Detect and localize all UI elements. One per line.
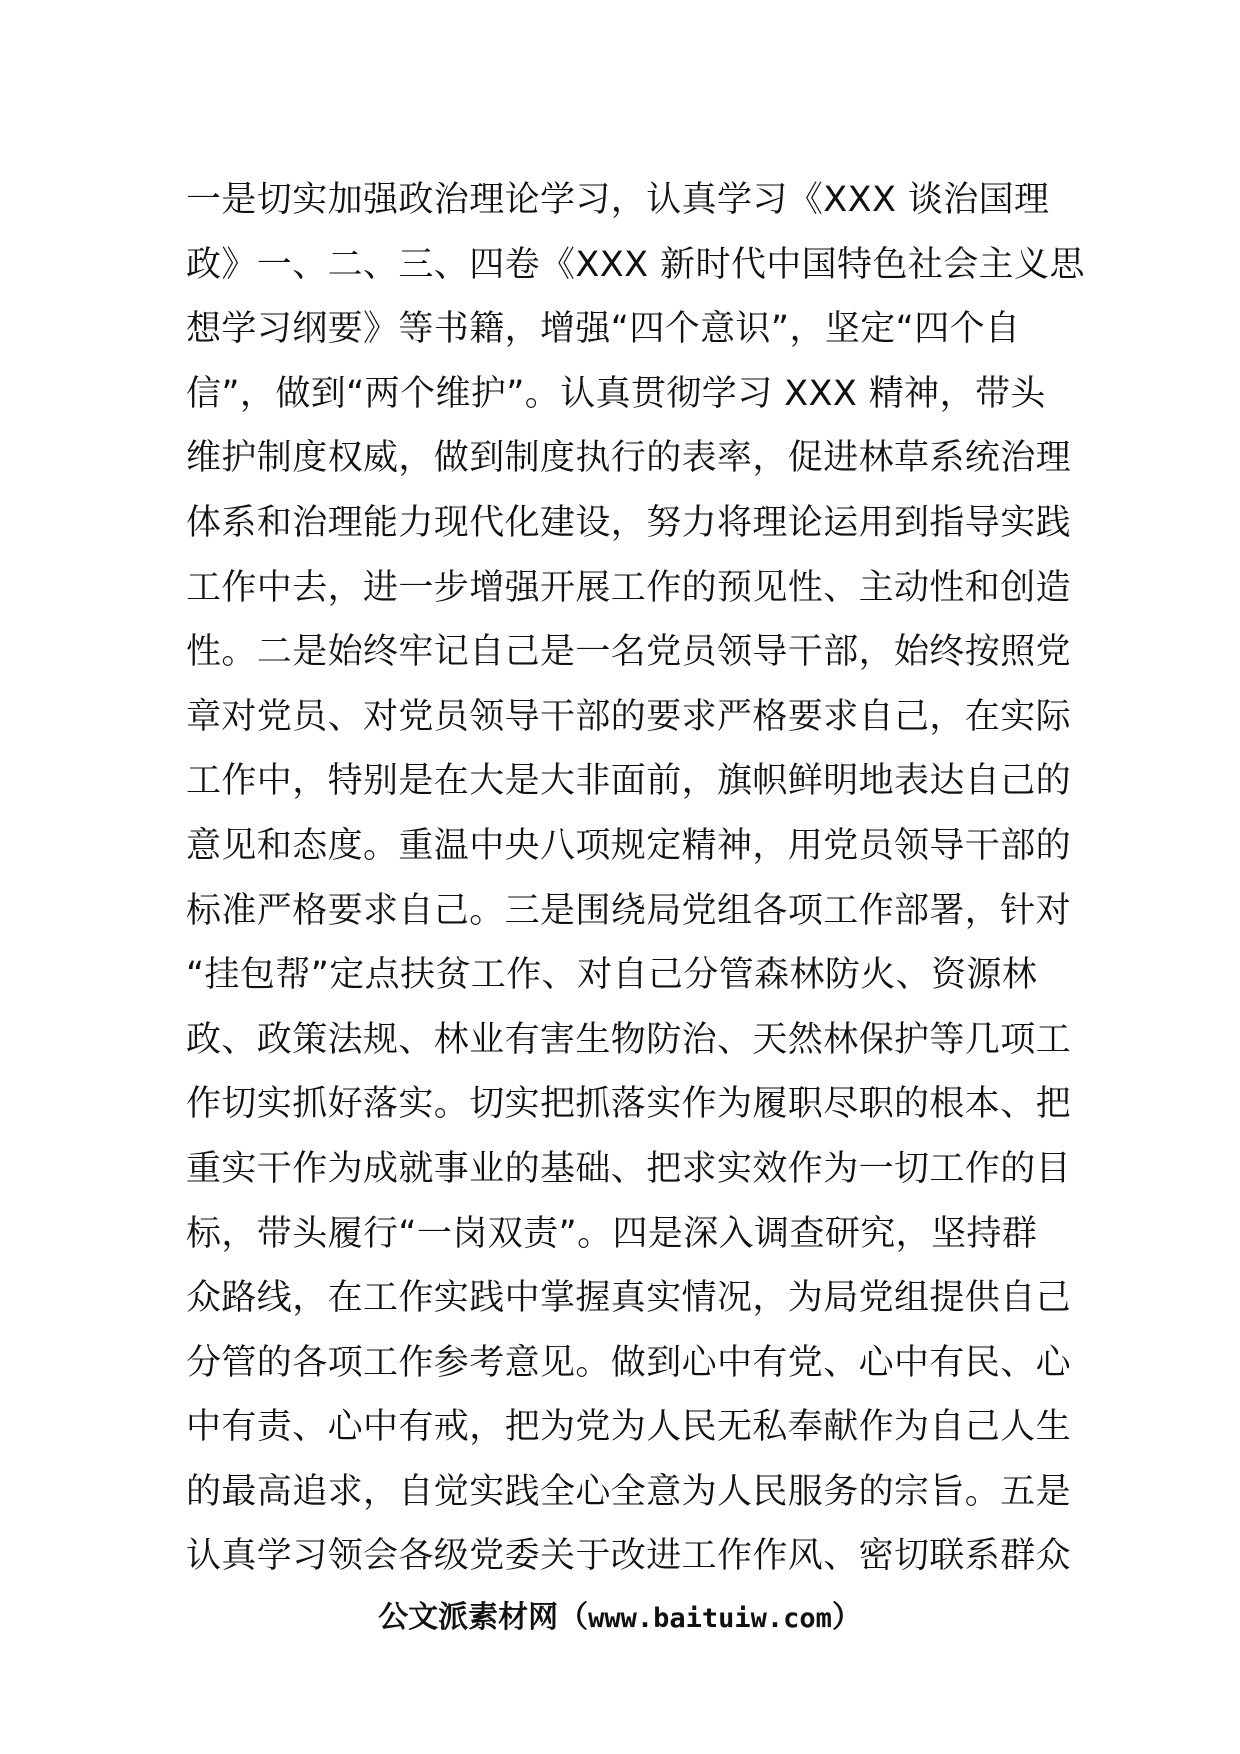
text-line: 认真学习领会各级党委关于改进工作作风、密切联系群众	[186, 1536, 1072, 1577]
text-line: 工作中去，进一步增强开展工作的预见性、主动性和创造	[186, 567, 1072, 608]
text-line: 工作中，特别是在大是大非面前，旗帜鲜明地表达自己的	[186, 761, 1072, 802]
text-line: 维护制度权威，做到制度执行的表率，促进林草系统治理	[186, 438, 1072, 479]
text-line: 意见和态度。重温中央八项规定精神，用党员领导干部的	[186, 825, 1072, 866]
text-line: 重实干作为成就事业的基础、把求实效作为一切工作的目	[186, 1148, 1072, 1189]
document-body	[186, 168, 1085, 1589]
footer-close-paren: ）	[831, 1600, 862, 1635]
text-line: 分管的各项工作参考意见。做到心中有党、心中有民、心	[186, 1342, 1072, 1383]
text-line: 一是切实加强政治理论学习，认真学习《XXX 谈治国理	[186, 180, 1050, 220]
footer-url: www.baituiw.com	[588, 1603, 832, 1634]
text-line: 标，带头履行“一岗双责”。四是深入调查研究，坚持群	[186, 1213, 1038, 1254]
text-line: 众路线，在工作实践中掌握真实情况，为局党组提供自己	[186, 1278, 1072, 1319]
text-line: 想学习纲要》等书籍，增强“四个意识”，坚定“四个自	[186, 309, 1021, 350]
text-line: 体系和治理能力现代化建设，努力将理论运用到指导实践	[186, 502, 1072, 543]
text-line: “挂包帮”定点扶贫工作、对自己分管森林防火、资源林	[186, 955, 1038, 996]
text-line: 作切实抓好落实。切实把抓落实作为履职尽职的根本、把	[186, 1084, 1072, 1125]
text-line: 性。二是始终牢记自己是一名党员领导干部，始终按照党	[186, 632, 1072, 673]
footer-open-paren: （	[558, 1600, 589, 1635]
text-line: 信”，做到“两个维护”。认真贯彻学习 XXX 精神，带头	[186, 373, 1046, 414]
text-line: 标准严格要求自己。三是围绕局党组各项工作部署，针对	[186, 890, 1072, 931]
text-line: 章对党员、对党员领导干部的要求严格要求自己，在实际	[186, 696, 1072, 737]
text-line: 政》一、二、三、四卷《XXX 新时代中国特色社会主义思	[186, 244, 1085, 285]
footer-site-name: 公文派素材网	[378, 1600, 559, 1635]
footer-watermark	[0, 1598, 1240, 1639]
text-line: 的最高追求，自觉实践全心全意为人民服务的宗旨。五是	[186, 1471, 1072, 1512]
text-line: 政、政策法规、林业有害生物防治、天然林保护等几项工	[186, 1019, 1072, 1060]
text-line: 中有责、心中有戒，把为党为人民无私奉献作为自己人生	[186, 1407, 1072, 1448]
